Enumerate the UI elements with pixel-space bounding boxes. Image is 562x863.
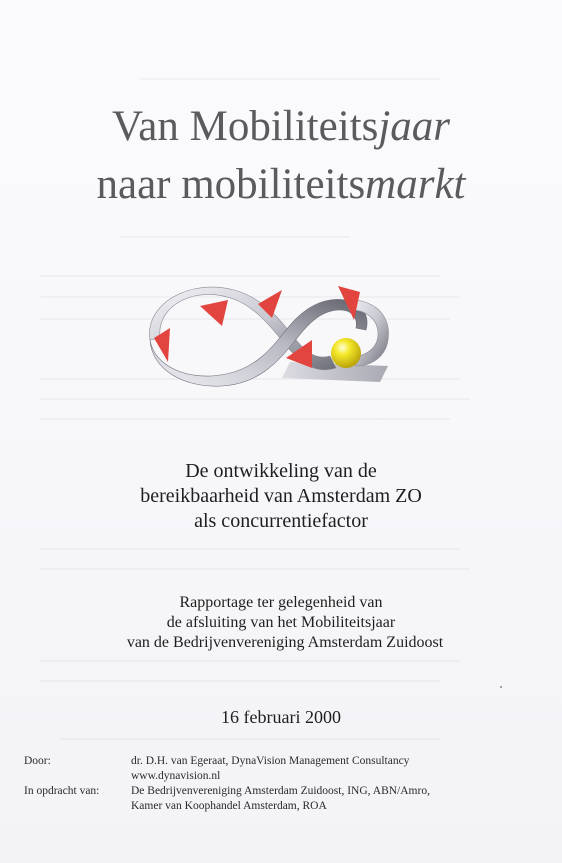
bleed-through-line: [140, 78, 440, 80]
document-title-line-2: [0, 156, 562, 214]
bleed-through-line: [40, 418, 450, 420]
commissioned-by-value-1: De Bedrijvenvereniging Amsterdam Zuidoost, ING, ABN/Amro,: [131, 785, 430, 797]
bleed-through-line: [60, 738, 440, 740]
bleed-through-line: [40, 548, 460, 550]
bleed-through-line: [120, 236, 350, 238]
author-label: Door:: [24, 755, 51, 767]
report-description-line-3: van de Bedrijvenvereniging Amsterdam Zuidoost: [126, 634, 444, 651]
subtitle-line-3: als concurrentiefactor: [194, 510, 368, 532]
report-description-line-2: de afsluiting van het Mobiliteitsjaar: [166, 614, 396, 631]
title-line-1-plain: Van Mobiliteits: [111, 103, 379, 150]
subtitle-line-2: bereikbaarheid van Amsterdam ZO: [140, 485, 422, 507]
bleed-through-line: [40, 680, 440, 682]
title-line-2-italic: markt: [365, 161, 466, 208]
website-link[interactable]: www.dynavision.nl: [131, 770, 221, 782]
document-title-line-1: [0, 98, 562, 156]
mobius-ring-logo-icon: [140, 270, 400, 410]
commissioned-by-label: In opdracht van:: [24, 785, 100, 797]
yellow-ball-icon: [331, 338, 361, 368]
title-line-1-italic: jaar: [378, 103, 451, 150]
report-date: 16 februari 2000: [221, 707, 341, 727]
red-arrow-icon: [200, 300, 228, 326]
subtitle-line-1: De ontwikkeling van de: [185, 460, 377, 482]
bleed-through-line: [40, 568, 470, 570]
commissioned-by-value-2: Kamer van Koophandel Amsterdam, ROA: [131, 800, 327, 812]
report-description-line-1: Rapportage ter gelegenheid van: [179, 594, 383, 611]
title-line-2-plain: naar mobiliteits: [96, 161, 366, 208]
bleed-through-line: [40, 660, 460, 662]
author-value: dr. D.H. van Egeraat, DynaVision Management Consultancy: [131, 755, 410, 767]
logo-base-plate: [282, 362, 388, 382]
paper-speck: [500, 686, 502, 688]
